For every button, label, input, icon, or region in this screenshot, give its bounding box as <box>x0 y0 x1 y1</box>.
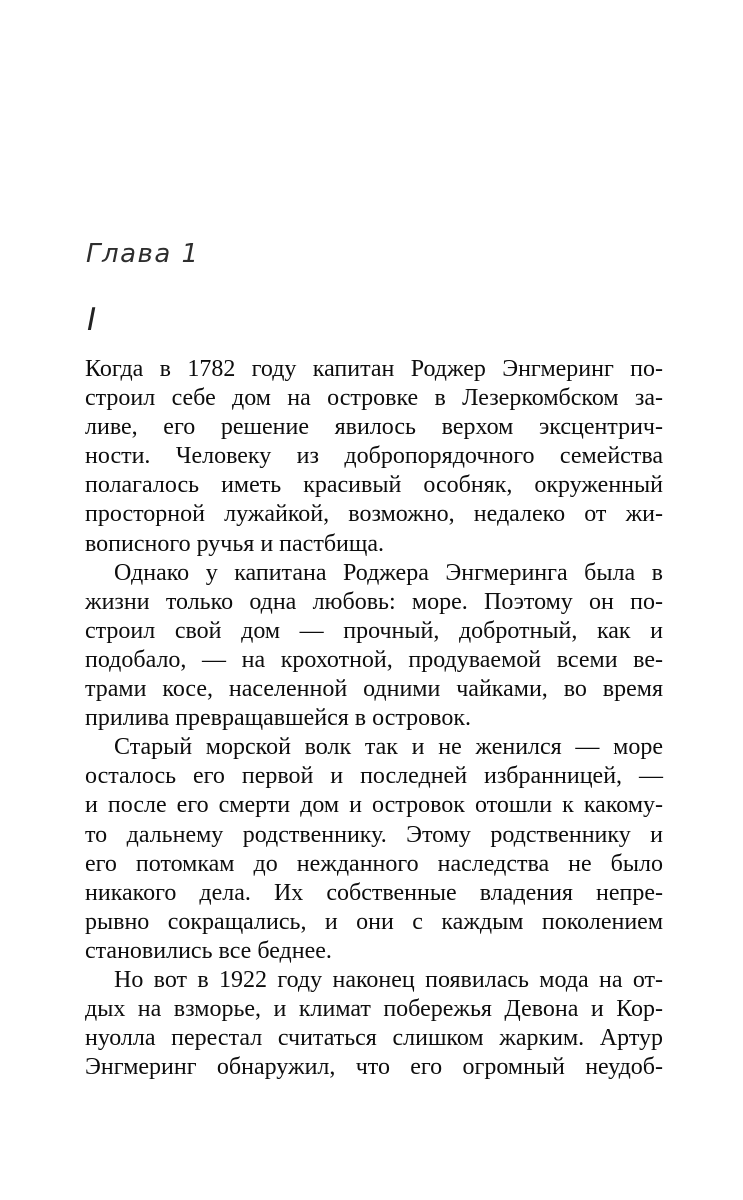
text-line: становились все беднее. <box>85 937 332 964</box>
text-line: и после его смерти дом и островок отошли к какому- <box>85 792 663 819</box>
text-line: Однако у капитана Роджера Энгмеринга была в <box>114 559 663 586</box>
text-line: жизни только одна любовь: море. Поэтому он по- <box>85 588 663 615</box>
text-line: просторной лужайкой, возможно, недалеко от жи- <box>85 501 663 528</box>
paragraph <box>85 733 663 966</box>
text-line: его потомкам до нежданного наследства не было <box>85 850 663 877</box>
text-block <box>85 355 663 1082</box>
text-line: подобало, — на крохотной, продуваемой всеми ве- <box>85 646 663 673</box>
paragraph <box>85 355 663 559</box>
text-line: полагалось иметь красивый особняк, окруженный <box>85 472 663 499</box>
text-line: нуолла перестал считаться слишком жарким. Артур <box>85 1025 663 1052</box>
text-line: ности. Человеку из добропорядочного семейства <box>85 443 663 470</box>
text-line: прилива превращавшейся в островок. <box>85 705 471 732</box>
paragraph <box>85 966 663 1082</box>
chapter-heading: Глава 1 <box>86 239 200 269</box>
text-line: никакого дела. Их собственные владения непре- <box>85 879 663 906</box>
text-line: трами косе, населенной одними чайками, во время <box>85 676 663 703</box>
text-line: Энгмеринг обнаружил, что его огромный неудоб- <box>85 1054 663 1081</box>
text-line: Но вот в 1922 году наконец появилась мода на от- <box>114 966 663 993</box>
text-line: ливе, его решение явилось верхом эксцентрич- <box>85 414 663 441</box>
text-line: Когда в 1782 году капитан Роджер Энгмеринг по- <box>85 356 663 382</box>
text-line: рывно сокращались, и они с каждым поколением <box>85 908 663 935</box>
text-line: строил себе дом на островке в Лезеркомбском за- <box>85 385 663 412</box>
paragraph <box>85 559 663 734</box>
text-line: Старый морской волк так и не женился — море <box>114 734 663 761</box>
text-line: осталось его первой и последней избранницей, — <box>85 763 663 790</box>
text-line: то дальнему родственнику. Этому родственнику и <box>85 821 663 848</box>
text-line: вописного ручья и пастбища. <box>85 530 385 557</box>
text-line: дых на взморье, и климат побережья Девона и Кор- <box>85 996 663 1023</box>
text-line: строил свой дом — прочный, добротный, как и <box>85 617 663 644</box>
section-number: I <box>87 302 97 338</box>
